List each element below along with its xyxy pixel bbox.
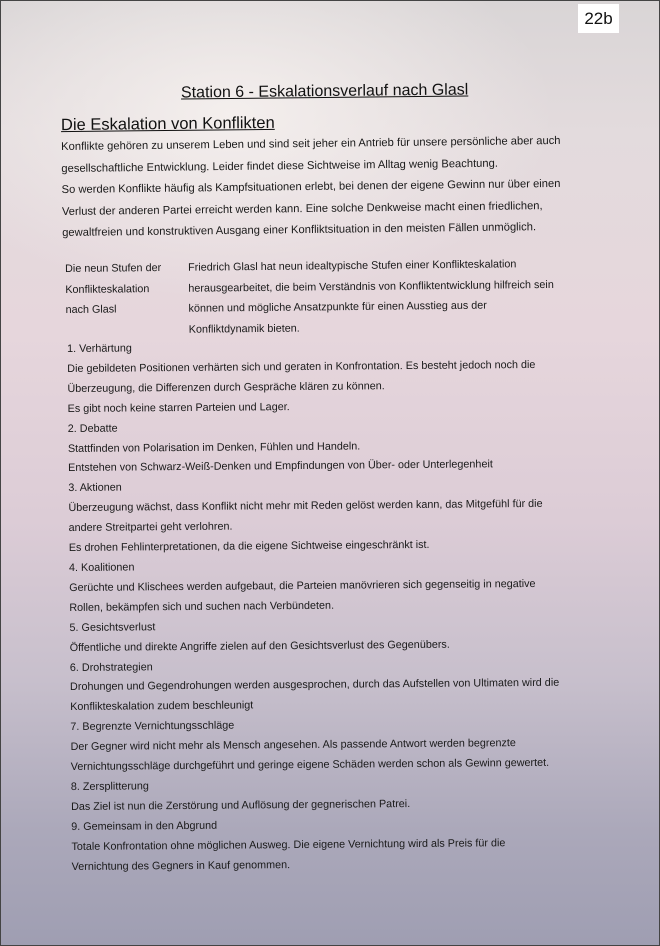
stage-title: 8. Zersplitterung (70, 780, 149, 793)
glasl-text-line: können und mögliche Ansatzpunkte für einen Ausstieg aus der (188, 299, 487, 315)
stage-item (69, 614, 609, 659)
stage-line: Vernichtung des Gegners in Kauf genommen. (71, 858, 291, 873)
stage-line: Gerüchte und Klischees werden aufgebaut, die Parteien manövrieren sich gegenseitig in negative (69, 577, 536, 594)
intro-line: Konflikte gehören zu unserem Leben und sind seit jeher ein Antrieb für unsere persönliche aber auch (61, 134, 561, 153)
stage-text (68, 435, 608, 480)
stage-line: Überzeugung, die Differenzen durch Gespräche klären zu können. (67, 380, 385, 395)
stage-text (68, 495, 609, 559)
stage-item (71, 773, 611, 818)
stage-item (70, 713, 611, 777)
stage-line: Drohungen und Gegendrohungen werden ausgesprochen, durch das Aufstellen von Ultimaten wird die (69, 677, 560, 694)
glasl-text-line: Konfliktdynamik bieten. (188, 322, 300, 336)
glasl-description (188, 253, 599, 339)
glasl-label-line: Konflikteskalation (65, 282, 150, 296)
glasl-info-block (65, 253, 605, 336)
stage-item (70, 654, 611, 718)
glasl-label-line: nach Glasl (65, 303, 117, 316)
stage-line: Überzeugung wächst, dass Konflikt nicht mehr mit Reden gelöst werden kann, das Mitgefühl für die (68, 498, 543, 515)
stage-text (69, 574, 609, 619)
stage-line: Entstehen von Schwarz-Weiß-Denken und Empfindungen von Über- oder Unterlegenheit (68, 458, 493, 475)
intro-line: Verlust der anderen Partei erreicht werden kann. Eine solche Denkweise macht einen friedlichen, (61, 199, 543, 218)
stage-line: Es gibt noch keine starren Parteien und Lager. (67, 400, 290, 415)
stage-line: Rollen, bekämpfen sich und suchen nach Verbündeten. (69, 599, 335, 614)
stage-line: Stattfinden von Polarisation im Denken, Fühlen und Handeln. (67, 439, 361, 455)
stage-title: 2. Debatte (67, 422, 118, 435)
intro-line: gesellschaftliche Entwicklung. Leider findet diese Sichtweise im Alltag wenig Beachtung. (61, 157, 498, 175)
stage-item (67, 335, 608, 419)
stages-list (67, 335, 612, 877)
stage-line: Konflikteskalation zudem beschleunigt (70, 699, 254, 714)
stage-item (68, 475, 609, 559)
stage-line: Das Ziel ist nun die Zerstörung und Auflösung der gegnerischen Patrei. (71, 797, 411, 813)
intro-paragraph (61, 131, 592, 245)
stage-title: 3. Aktionen (68, 481, 122, 495)
stage-item (71, 813, 612, 877)
glasl-label-line: Die neun Stufen der (65, 261, 162, 275)
stage-title: 1. Verhärtung (67, 342, 132, 355)
stage-title: 5. Gesichtsverlust (69, 620, 156, 634)
stage-line: Totale Konfrontation ohne möglichen Ausweg. Die eigene Vernichtung wird als Preis für die (71, 836, 506, 853)
page-number-tag: 22b (578, 4, 619, 33)
stage-line: Der Gegner wird nicht mehr als Mensch angesehen. Als passende Antwort werden begrenzte (70, 737, 516, 754)
glasl-label (65, 258, 181, 321)
stage-item (68, 415, 609, 479)
stage-text (70, 674, 610, 719)
glasl-text-line: Friedrich Glasl hat neun idealtypische Stufen einer Konflikteskalation (188, 258, 517, 274)
stage-line: Vernichtungsschläge durchgeführt und geringe eigene Schäden werden schon als Gewinn gewertet. (70, 756, 550, 774)
page-title: Station 6 - Eskalationsverlauf nach Glasl (180, 81, 469, 102)
stage-title: 4. Koalitionen (68, 561, 135, 574)
stage-title: 7. Begrenzte Vernichtungsschläge (70, 719, 235, 734)
intro-line: gewaltfreien und konstruktiven Ausgang einer Konfliktsituation in den meisten Fällen unmöglich. (62, 221, 537, 239)
stage-line: Die gebildeten Positionen verhärten sich und geraten in Konfrontation. Es besteht jedoch noch die (67, 358, 536, 375)
glasl-text-line: herausgearbeitet, die beim Verständnis von Konfliktentwicklung hilfreich sein (188, 278, 554, 295)
intro-line: So werden Konflikte häufig als Kampfsituationen erlebt, bei denen der eigene Gewinn nur über einen (61, 177, 561, 196)
section-heading: Die Eskalation von Konflikten (60, 113, 275, 135)
stage-item (69, 554, 610, 618)
stage-line: Öffentliche und direkte Angriffe zielen auf den Gesichtsverlust des Gegenübers. (69, 638, 450, 654)
stage-title: 9. Gemeinsam in den Abgrund (71, 819, 218, 833)
stage-text (70, 733, 610, 778)
stage-text (67, 355, 608, 419)
stage-text (71, 833, 611, 878)
stage-line: Es drohen Fehlinterpretationen, da die eigene Sichtweise eingeschränkt ist. (68, 538, 430, 555)
stage-title: 6. Drohstrategien (69, 660, 153, 674)
stage-line: andere Streitpartei geht verlohren. (68, 520, 233, 535)
